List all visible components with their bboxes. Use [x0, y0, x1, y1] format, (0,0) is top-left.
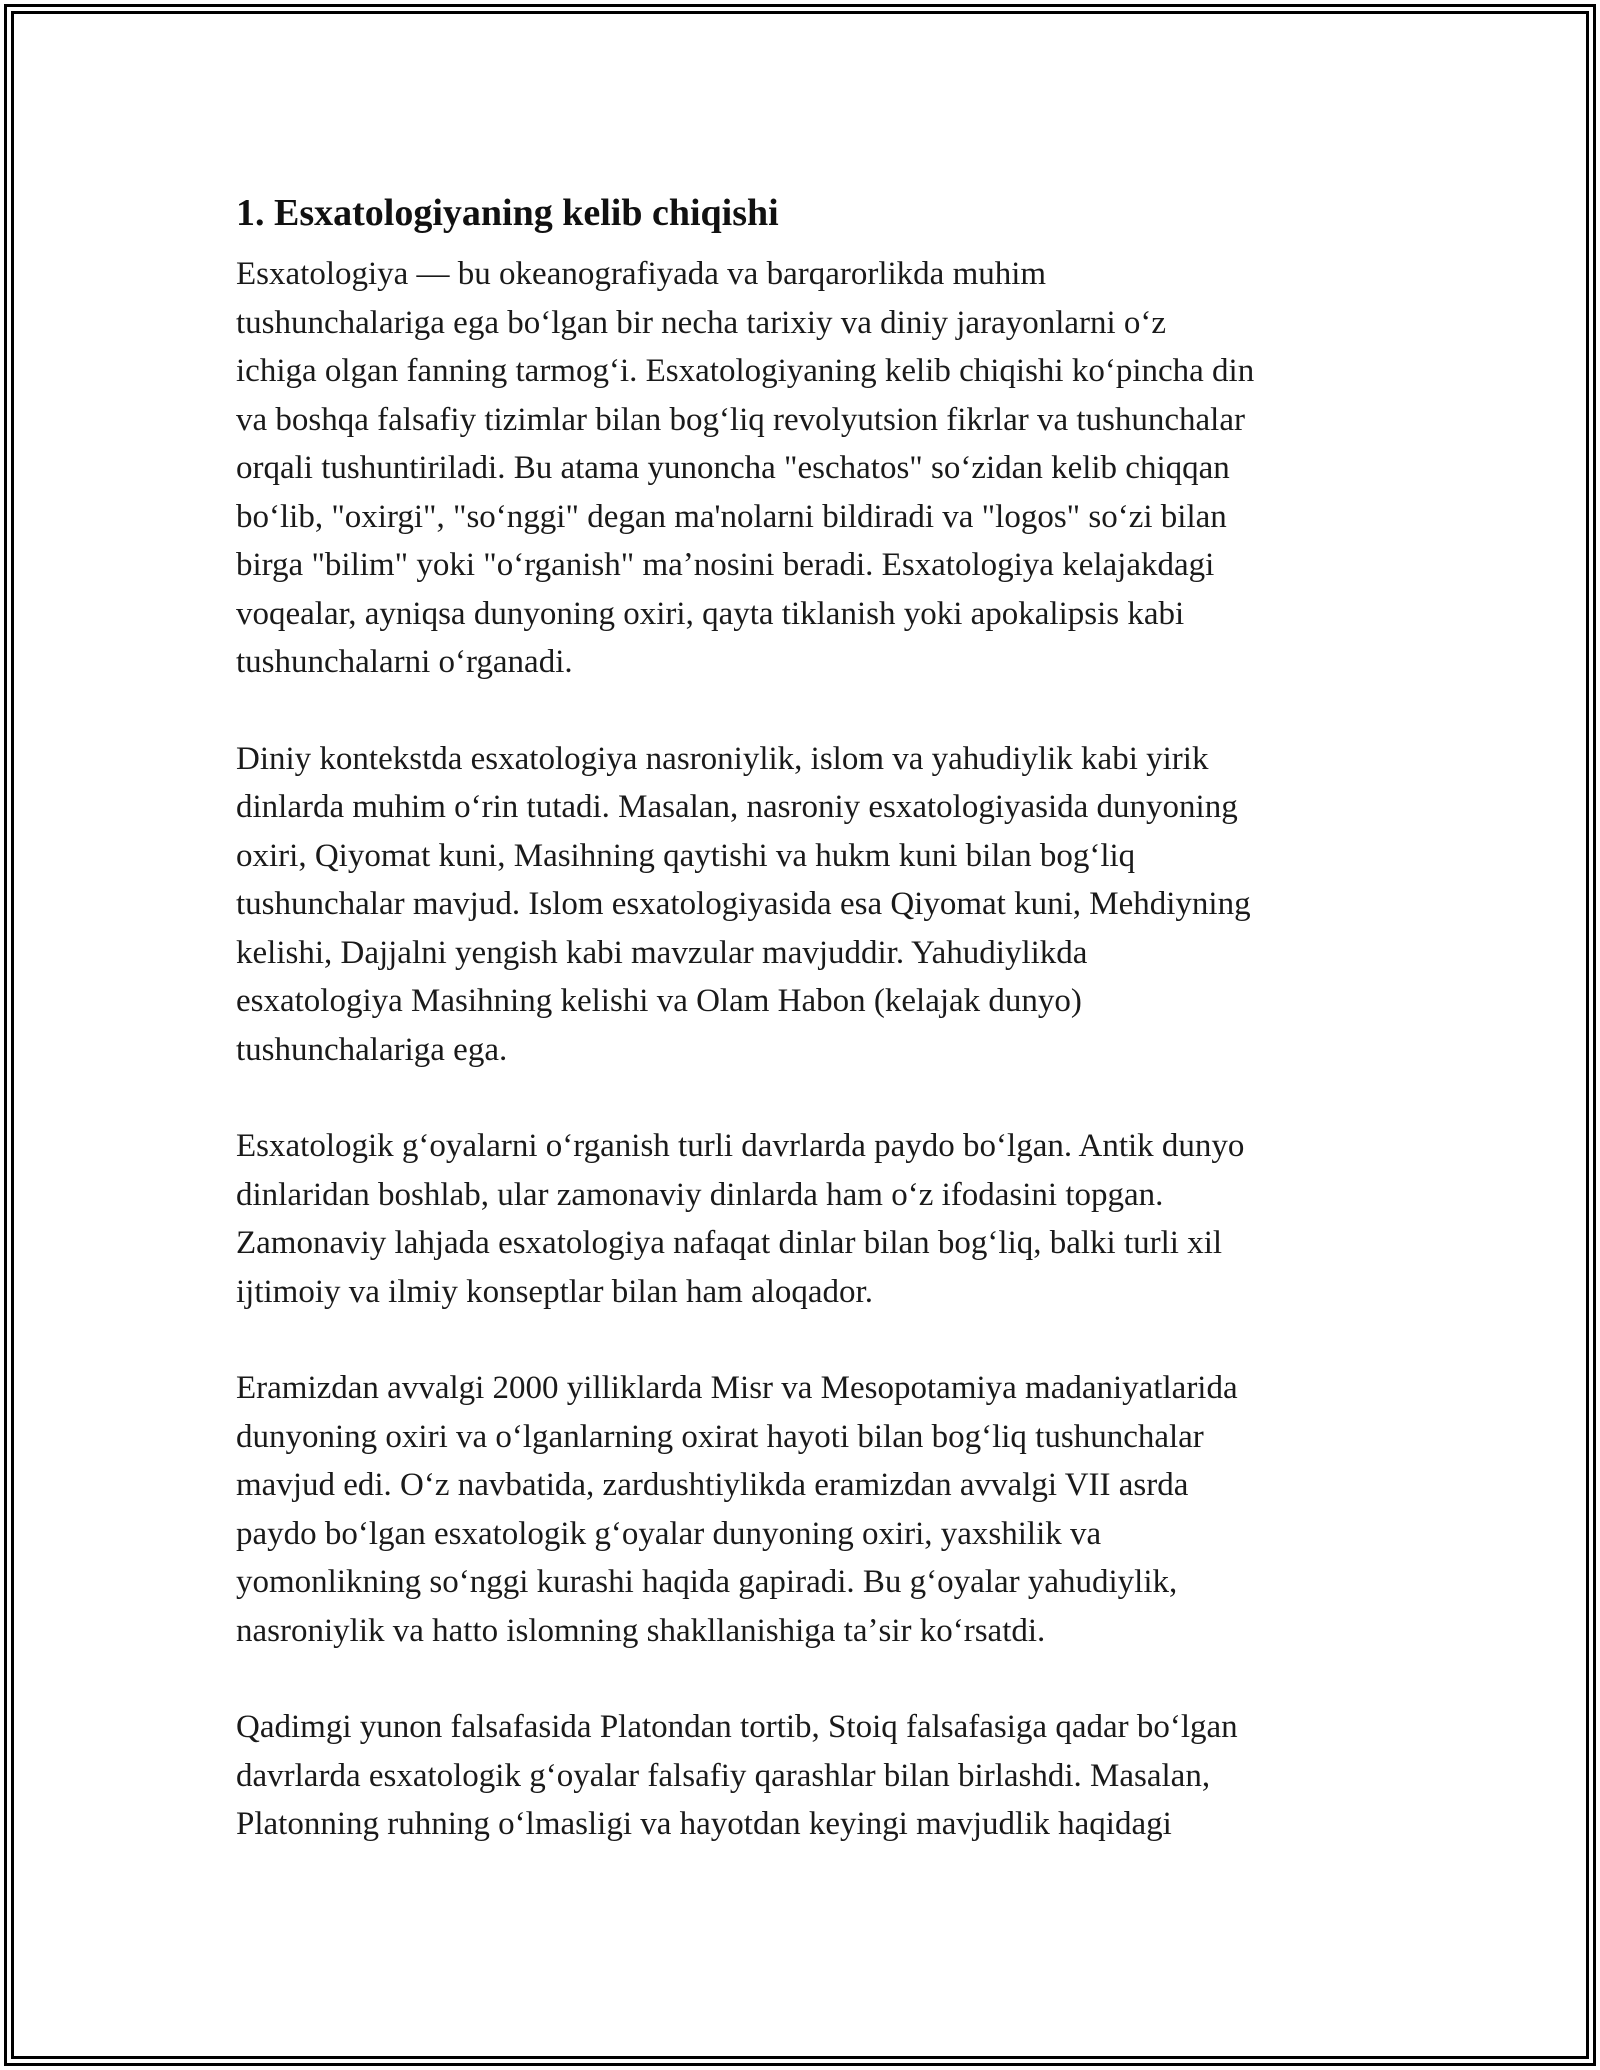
- paragraph-4: Eramizdan avvalgi 2000 yilliklarda Misr va Mesopotamiya madaniyatlarida dunyoning oxiri va oʻlganlarning oxirat hayoti bilan bogʻliq tushunchalar mavjud edi. Oʻz navbatida, zardushtiylikda eramizdan avvalgi VII asrda paydo boʻlgan esxatologik gʻoyalar dunyoning oxiri, yaxshilik va yomonlikning soʻnggi kurashi haqida gapiradi. Bu gʻoyalar yahudiylik, nasroniylik va hatto islomning shakllanishiga taʼsir koʻrsatdi.: [236, 1370, 1238, 1649]
- document-body: [236, 186, 1396, 1897]
- paragraph-2: Diniy kontekstda esxatologiya nasroniylik, islom va yahudiylik kabi yirik dinlarda muhim oʻrin tutadi. Masalan, nasroniy esxatologiyasida dunyoning oxiri, Qiyomat kuni, Masihning qaytishi va hukm kuni bilan bogʻliq tushunchalar mavjud. Islom esxatologiyasida esa Qiyomat kuni, Mehdiyning kelishi, Dajjalni yengish kabi mavzular mavjuddir. Yahudiylikda esxatologiya Masihning kelishi va Olam Habon (kelajak dunyo) tushunchalariga ega.: [236, 740, 1251, 1068]
- paragraph-3: Esxatologik gʻoyalarni oʻrganish turli davrlarda paydo boʻlgan. Antik dunyo dinlaridan boshlab, ular zamonaviy dinlarda ham oʻz ifodasini topgan. Zamonaviy lahjada esxatologiya nafaqat dinlar bilan bogʻliq, balki turli xil ijtimoiy va ilmiy konseptlar bilan ham aloqador.: [236, 1128, 1245, 1310]
- paragraph-5: Qadimgi yunon falsafasida Platondan tortib, Stoiq falsafasiga qadar boʻlgan davrlarda esxatologik gʻoyalar falsafiy qarashlar bilan birlashdi. Masalan, Platonning ruhning oʻlmasligi va hayotdan keyingi mavjudlik haqidagi: [236, 1709, 1238, 1842]
- section-heading: 1. Esxatologiyaning kelib chiqishi: [236, 192, 779, 234]
- paragraph-1: Esxatologiya — bu okeanografiyada va barqarorlikda muhim tushunchalariga ega boʻlgan bir necha tarixiy va diniy jarayonlarni oʻz ichiga olgan fanning tarmogʻi. Esxatologiyaning kelib chiqishi koʻpincha din va boshqa falsafiy tizimlar bilan bogʻliq revolyutsion fikrlar va tushunchalar orqali tushuntiriladi. Bu atama yunoncha "eschatos" soʻzidan kelib chiqqan boʻlib, "oxirgi", "soʻnggi" degan ma'nolarni bildiradi va "logos" soʻzi bilan birga "bilim" yoki "oʻrganish" maʼnosini beradi. Esxatologiya kelajakdagi voqealar, ayniqsa dunyoning oxiri, qayta tiklanish yoki apokalipsis kabi tushunchalarni oʻrganadi.: [236, 256, 1255, 680]
